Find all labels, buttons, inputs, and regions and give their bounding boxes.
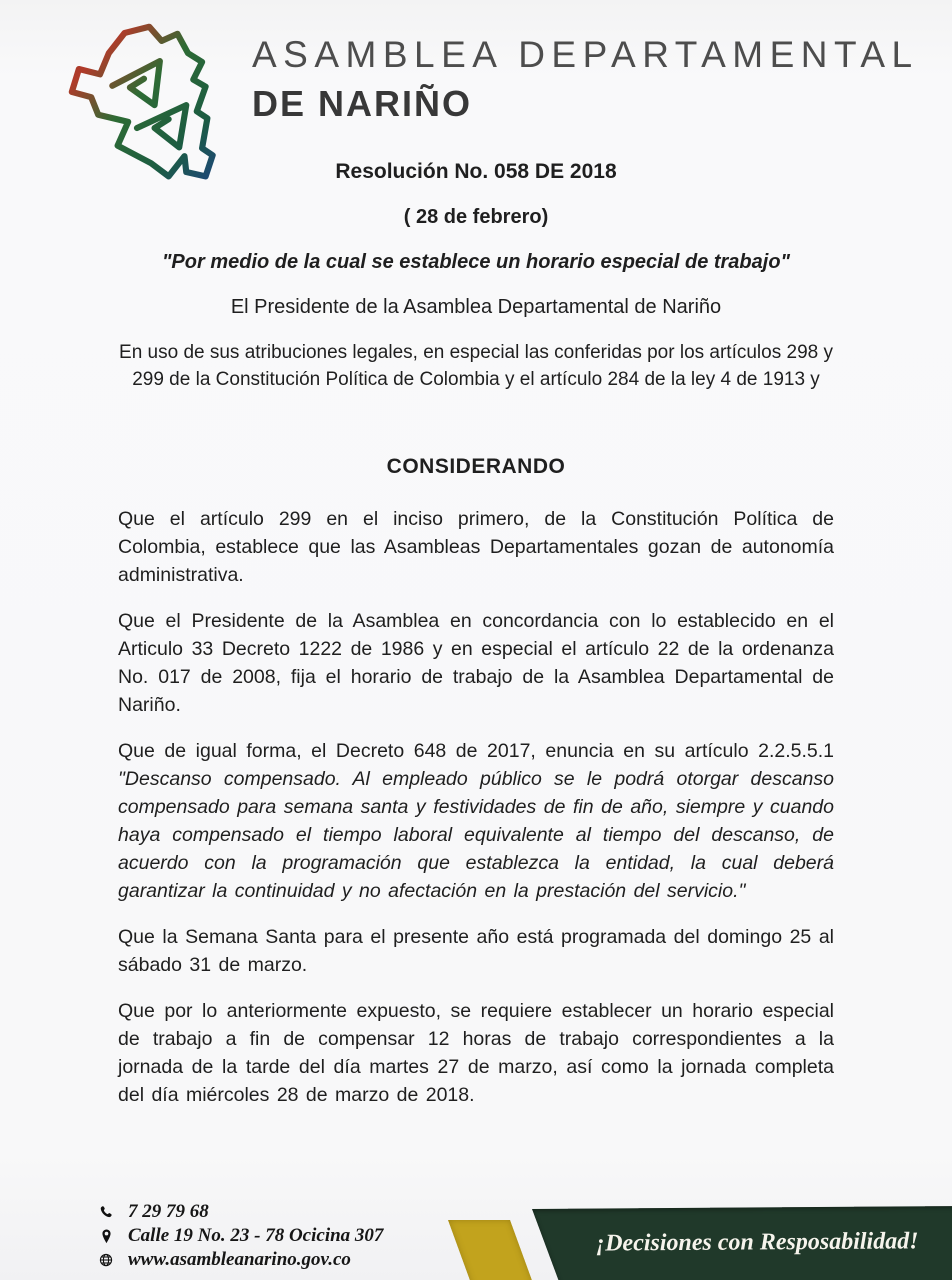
- org-name-line1: ASAMBLEA DEPARTAMENTAL: [252, 34, 919, 75]
- footer-contact-block: [98, 1200, 383, 1272]
- phone-icon: [98, 1205, 114, 1219]
- resolution-preamble: En uso de sus atribuciones legales, en especial las conferidas por los artículos 298 y 299 de la Constitución Política de Colombia y el artículo 284 de la ley 4 de 1913 y: [119, 342, 833, 390]
- resolution-subject: "Por medio de la cual se establece un horario especial de trabajo": [161, 251, 791, 273]
- resolution-title: Resolución No. 058 DE 2018: [335, 160, 617, 183]
- footer-gold-stripe: [448, 1220, 537, 1280]
- resolution-body: [118, 160, 834, 1127]
- contact-website-text: www.asambleanarino.gov.co: [128, 1249, 351, 1270]
- footer-slogan-text: ¡Decisiones con Resposabilidad!: [595, 1228, 919, 1257]
- contact-phone-text: 7 29 79 68: [128, 1201, 209, 1222]
- considerando-paragraph-5: Que por lo anteriormente expuesto, se requiere establecer un horario especial de trabajo a fin de compensar 12 horas de trabajo correspondientes a la jornada de la tarde del día martes 27 de marzo, así como la jornada completa del día miércoles 28 de marzo de 2018.: [118, 1000, 834, 1106]
- paragraph-3-decree-quote: "Descanso compensado. Al empleado público se le podrá otorgar descanso compensado para semana santa y festividades de fin de año, siempre y cuando haya compensado el tiempo laboral equivalente al tiempo del descanso, de acuerdo con la programación que establezca la entidad, la cual deberá garantizar la continuidad y no afectación en la prestación del servicio.": [118, 768, 834, 902]
- org-name-line2: DE NARIÑO: [252, 83, 473, 124]
- contact-address-row: [98, 1224, 383, 1248]
- globe-icon: [98, 1253, 114, 1267]
- considerando-paragraph-2: Que el Presidente de la Asamblea en concordancia con lo establecido en el Articulo 33 Decreto 1222 de 1986 y en especial el artículo 22 de la ordenanza No. 017 de 2008, fija el horario de trabajo de la Asamblea Departamental de Nariño.: [118, 610, 834, 716]
- considerando-paragraph-4: Que la Semana Santa para el presente año está programada del domingo 25 al sábado 31 de marzo.: [118, 926, 834, 976]
- paragraph-3-intro: Que de igual forma, el Decreto 648 de 2017, enuncia en su artículo 2.2.5.5.1: [118, 740, 834, 762]
- footer-slogan-banner: [532, 1206, 952, 1280]
- contact-address-text: Calle 19 No. 23 - 78 Ocicina 307: [128, 1225, 384, 1246]
- contact-website-row: [98, 1248, 383, 1272]
- location-pin-icon: [98, 1229, 114, 1244]
- considerando-paragraph-1: Que el artículo 299 en el inciso primero, de la Constitución Política de Colombia, establece que las Asambleas Departamentales gozan de autonomía administrativa.: [118, 508, 834, 586]
- considerando-paragraph-3: [118, 737, 834, 905]
- section-heading-considerando: CONSIDERANDO: [386, 455, 566, 478]
- org-name-block: [252, 34, 919, 125]
- resolution-date: ( 28 de febrero): [403, 206, 549, 228]
- contact-phone-row: [98, 1200, 383, 1224]
- considerando-paragraphs: [118, 505, 834, 1109]
- resolution-issuer: El Presidente de la Asamblea Departamental de Nariño: [230, 296, 722, 318]
